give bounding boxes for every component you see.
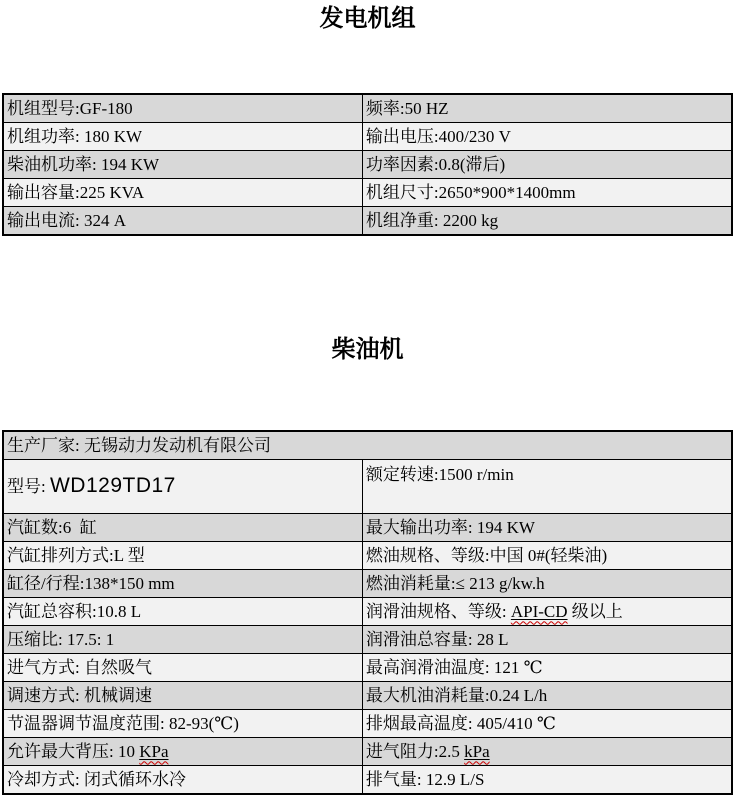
- spec-cell-rated-speed: 额定转速:1500 r/min: [362, 460, 732, 514]
- spec-cell-max-back-pressure: [3, 738, 362, 766]
- spellcheck-marked-text: KPa: [139, 741, 169, 761]
- spec-cell-cooling-method: 冷却方式: 闭式循环水冷: [3, 766, 362, 795]
- spec-cell-engine-power: 柴油机功率: 194 KW: [3, 151, 362, 179]
- table-row: [3, 654, 732, 682]
- diesel-spec-table: [2, 430, 733, 795]
- table-row: [3, 710, 732, 738]
- spec-cell-max-oil-consumption: 最大机油消耗量:0.24 L/h: [362, 682, 732, 710]
- spec-cell-unit-model: 机组型号:GF-180: [3, 94, 362, 123]
- spec-cell-output-voltage: 输出电压:400/230 V: [362, 123, 732, 151]
- spec-cell-thermostat-range: 节温器调节温度范围: 82-93(℃): [3, 710, 362, 738]
- table-row: [3, 682, 732, 710]
- spec-cell-displacement: 汽缸总容积:10.8 L: [3, 598, 362, 626]
- max-back-pressure-label: 允许最大背压: 10: [7, 741, 140, 761]
- lube-oil-grade-label: 润滑油规格、等级:: [365, 601, 511, 621]
- spec-cell-lube-oil-grade: [362, 598, 732, 626]
- spec-cell-unit-dimensions: 机组尺寸:2650*900*1400mm: [362, 179, 732, 207]
- engine-model-number: WD129TD17: [49, 474, 176, 497]
- table-row: [3, 598, 732, 626]
- spec-cell-output-capacity: 输出容量:225 KVA: [3, 179, 362, 207]
- table-row: [3, 94, 732, 123]
- table-row: [3, 179, 732, 207]
- engine-model-label: 型号:: [7, 477, 50, 496]
- spec-cell-speed-governing: 调速方式: 机械调速: [3, 682, 362, 710]
- spec-cell-max-oil-temperature: 最高润滑油温度: 121 ℃: [362, 654, 732, 682]
- spec-cell-bore-stroke: 缸径/行程:138*150 mm: [3, 570, 362, 598]
- table-row: [3, 738, 732, 766]
- table-row: [3, 460, 732, 514]
- diesel-section-title: 柴油机: [331, 337, 404, 363]
- spec-cell-cylinder-arrangement: 汽缸排列方式:L 型: [3, 542, 362, 570]
- spec-cell-frequency: 频率:50 HZ: [362, 94, 732, 123]
- spellcheck-underline-wrap: [139, 742, 168, 761]
- spec-cell-output-current: 输出电流: 324 A: [3, 207, 362, 236]
- table-row: [3, 570, 732, 598]
- table-row: [3, 766, 732, 795]
- spellcheck-marked-text: API-CD: [510, 601, 568, 621]
- table-row: [3, 207, 732, 236]
- spellcheck-underline-wrap: [511, 602, 568, 621]
- spec-cell-intake-method: 进气方式: 自然吸气: [3, 654, 362, 682]
- spec-cell-fuel-consumption: 燃油消耗量:≤ 213 g/kw.h: [362, 570, 732, 598]
- table-row: [3, 542, 732, 570]
- spec-cell-power-factor: 功率因素:0.8(滞后): [362, 151, 732, 179]
- spec-cell-intake-resistance: [362, 738, 732, 766]
- spec-cell-unit-power: 机组功率: 180 KW: [3, 123, 362, 151]
- generator-spec-table: [2, 93, 733, 236]
- table-row: [3, 626, 732, 654]
- spec-cell-lube-oil-capacity: 润滑油总容量: 28 L: [362, 626, 732, 654]
- spec-cell-net-weight: 机组净重: 2200 kg: [362, 207, 732, 236]
- table-row: [3, 123, 732, 151]
- spec-cell-max-exhaust-temperature: 排烟最高温度: 405/410 ℃: [362, 710, 732, 738]
- spec-cell-engine-model: [3, 460, 362, 514]
- generator-section-title: 发电机组: [319, 6, 416, 32]
- table-row: [3, 431, 732, 460]
- spec-cell-compression-ratio: 压缩比: 17.5: 1: [3, 626, 362, 654]
- spellcheck-underline-wrap: [464, 742, 490, 761]
- spellcheck-marked-text: kPa: [464, 741, 490, 761]
- lube-oil-grade-suffix: 级以上: [567, 601, 623, 621]
- spec-cell-exhaust-volume: 排气量: 12.9 L/S: [362, 766, 732, 795]
- table-row: [3, 514, 732, 542]
- spec-cell-cylinder-count: 汽缸数:6 缸: [3, 514, 362, 542]
- spec-cell-fuel-grade: 燃油规格、等级:中国 0#(轻柴油): [362, 542, 732, 570]
- spec-cell-max-output-power: 最大输出功率: 194 KW: [362, 514, 732, 542]
- table-row: [3, 151, 732, 179]
- intake-resistance-label: 进气阻力:2.5: [365, 741, 465, 761]
- spec-cell-manufacturer: 生产厂家: 无锡动力发动机有限公司: [3, 431, 732, 460]
